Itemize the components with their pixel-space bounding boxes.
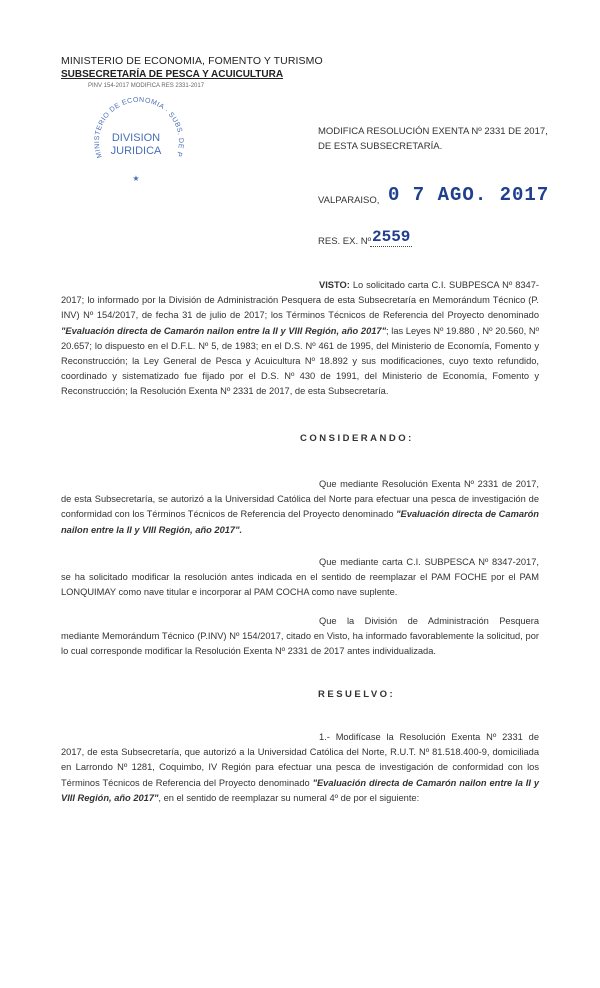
resolution-subject (318, 124, 548, 154)
resuelvo-paragraph-1 (61, 730, 539, 806)
visto-text-2: ; las Leyes Nº 19.880 , Nº 20.560, Nº 20.657; lo dispuesto en el D.F.L. Nº 5, de 1983; en el D.S. Nº 461 de 1995, del Ministerio de Economía, Fomento y Reconstrucción; la Ley General de Pesca y Acuicultura Nº 18.892 y sus modificaciones, cuyo texto refundido, coordinado y sistematizado fue fijado por el D.S. Nº 430 de 1991, del Ministerio de Economía, Fomento y Reconstrucción; la Resolución Exenta Nº 2331 de 2017, de esta Subsecretaría. (61, 325, 539, 397)
visto-text-1: Lo solicitado carta C.I. SUBPESCA Nº 8347-2017; lo informado por la División de Administración Pesquera de esta Subsecretaría en Memorándum Técnico (P. INV) Nº 154/2017, de fecha 31 de julio de 2017; los Términos Técnicos de Referencia del Proyecto denominado (61, 280, 539, 321)
resuelvo-heading: RESUELVO: (318, 689, 396, 700)
resuelvo-p1-text: 1.- Modifícase la Resolución Exenta Nº 2331 de 2017, de esta Subsecretaría, que autorizó a la Universidad Católica del Norte, R.U.T. Nº 81.518.400-9, domiciliada en Larrondo Nº 1281, Coquimbo, IV Región para efectuar una pesca de investigación de conformidad con los Términos Técnicos de Referencia del Proyecto denominado (61, 732, 539, 788)
resolution-number-label: RES. EX. Nº (318, 236, 372, 247)
considerando-paragraph-2 (61, 555, 539, 601)
resolution-number: 2559 (372, 228, 411, 246)
stamp-line-2: JURIDICA (110, 145, 162, 157)
place-label: VALPARAISO, (318, 195, 380, 206)
document-reference: PINV 154-2017 MODIFICA RES 2331-2017 (88, 83, 205, 89)
stamp-star-icon: ★ (132, 174, 140, 183)
visto-project-name: "Evaluación directa de Camarón nailon entre la II y VIII Región, año 2017" (61, 325, 386, 336)
stamp-line-1: DIVISION (111, 132, 161, 144)
visto-label: VISTO: (319, 280, 350, 290)
resuelvo-p1-project: "Evaluación directa de Camarón nailon entre la II y VIII Región, año 2017" (61, 777, 539, 803)
subject-line-1: MODIFICA RESOLUCIÓN EXENTA Nº 2331 DE 2017, (318, 126, 548, 137)
considerando-heading: CONSIDERANDO: (300, 433, 414, 444)
considerando-p1-project: "Evaluación directa de Camarón nailon entre la II y VIII Región, año 2017". (61, 509, 539, 535)
resuelvo-p1-tail: , en el sentido de reemplazar su numeral 4º de por el siguiente: (158, 792, 420, 803)
subsecretaria-name: SUBSECRETARÍA DE PESCA Y ACUICULTURA (61, 69, 284, 80)
considerando-p3-text: Que la División de Administración Pesquera mediante Memorándum Técnico (P.INV) Nº 154/2017, citado en Visto, ha informado favorablemente la solicitud, por lo cual corresponde modificar la Resolución Exenta Nº 2331 de 2017 antes individualizada. (61, 616, 539, 657)
ministry-name: MINISTERIO DE ECONOMIA, FOMENTO Y TURISMO (61, 55, 323, 67)
division-juridica-stamp (84, 95, 194, 195)
considerando-paragraph-1 (61, 477, 539, 538)
considerando-paragraph-3 (61, 614, 539, 660)
stamp-ring-text: MINISTERIO DE ECONOMIA · SUBS. DE P (93, 96, 185, 159)
subject-line-2: DE ESTA SUBSECRETARÍA. (318, 141, 443, 152)
considerando-p1-text: Que mediante Resolución Exenta Nº 2331 de 2017, de esta Subsecretaría, se autorizó a la Universidad Católica del Norte para efectuar una pesca de investigación de conformidad con los Términos Técnicos de Referencia del Proyecto denominado (61, 479, 539, 520)
stamp-seal (84, 95, 194, 195)
considerando-p2-text: Que mediante carta C.I. SUBPESCA Nº 8347-2017, se ha solicitado modificar la resolución antes indicada en el sentido de reemplazar el PAM FOCHE por el PAM LONQUIMAY como nave titular e incorporar al PAM COCHA como nave suplente. (61, 557, 539, 598)
date-stamp: 0 7 AGO. 2017 (388, 184, 550, 206)
visto-paragraph (61, 278, 539, 400)
